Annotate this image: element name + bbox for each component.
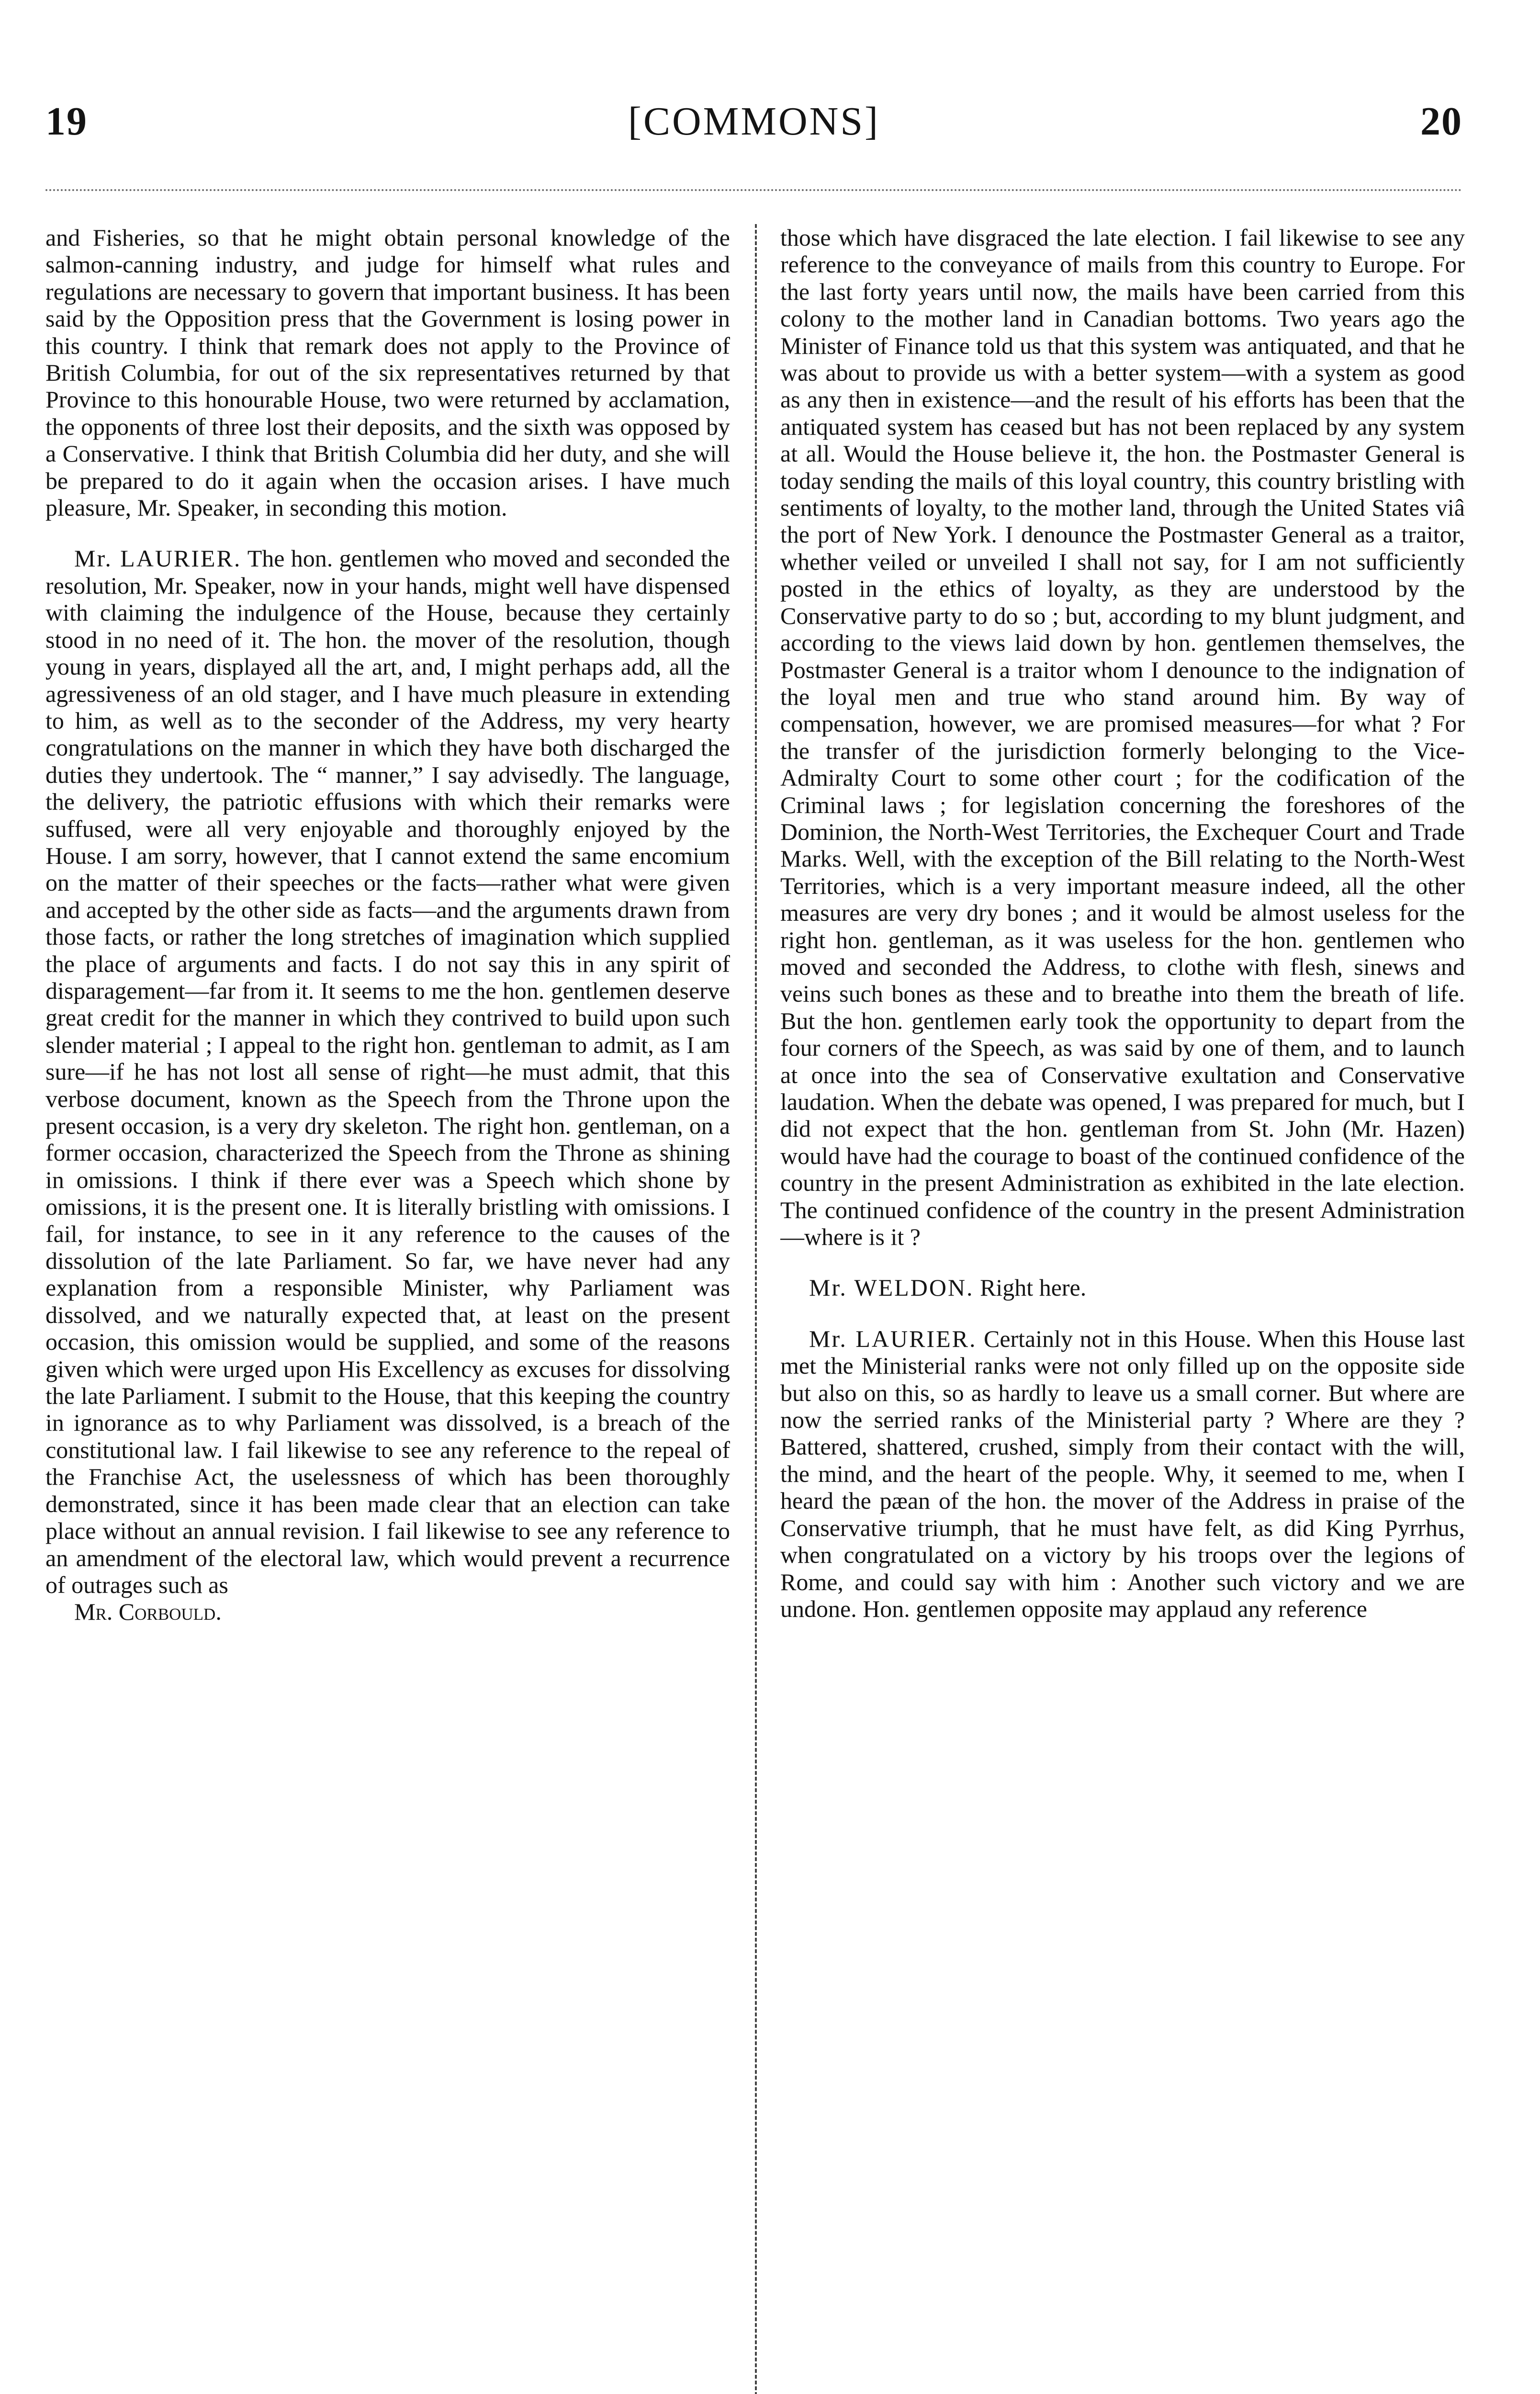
speaker-name: Mr. LAURIER. xyxy=(74,545,242,572)
page-header xyxy=(45,98,1462,156)
paragraph xyxy=(780,1325,1465,1622)
text-columns xyxy=(45,224,1465,2394)
signature-line: Mr. Corbould. xyxy=(74,1598,222,1626)
paragraph-text: The hon. gentlemen who moved and seconded the resolution, Mr. Speaker, now in your hands, might well have dispensed with claiming the indulgence of the House, because they certainly stood in no need of it. The hon. the mover of the resolution, though young in years, displayed all the art, and, I might perhaps add, all the agressiveness of an old stager, and I have much pleasure in extending to him, as well as to the seconder of the Address, my very hearty congratulations on the manner in which they have both discharged the duties they undertook. The “ manner,” I say advisedly. The language, the delivery, the patriotic effusions with which their remarks were suffused, were all very enjoyable and thoroughly enjoyed by the House. I am sorry, however, that I cannot extend the same encomium on the matter of their speeches or the facts—rather what were given and accepted by the other side as facts—and the arguments drawn from those facts, or rather the long stretches of imagination which supplied the place of arguments and facts. I do not say this in any spirit of disparagement—far from it. It seems to me the hon. gentlemen deserve great credit for the manner in which they contrived to build upon such slender material ; I appeal to the right hon. gentleman to admit, as I am sure—if he has not lost all sense of right—he must admit, that this verbose document, known as the Speech from the Throne upon the present occasion, is a very dry skeleton. The right hon. gentleman, on a former occasion, characterized the Speech from the Throne as shining in omissions. I think if there ever was a Speech which shone by omissions, it is the present one. It is literally bristling with omissions. I fail, for instance, to see in it any reference to the causes of the dissolution of the late Parliament. So far, we have never had any explanation from a responsible Minister, why Parliament was dissolved, and we naturally expected that, at least on the present occasion, this omission would be supplied, and some of the reasons given which were urged upon His Excellency as excuses for dissolving the late Parliament. I submit to the House, that this keeping the country in ignorance as to why Parliament was dissolved, is a breach of the constitutional law. I fail likewise to see any reference to the repeal of the Franchise Act, the uselessness of which has been thoroughly demonstrated, since it has been made clear that an election can take place without an annual revision. I fail likewise to see any reference to an amendment of the electoral law, which would prevent a recurrence of outrages such as xyxy=(45,545,730,1598)
running-head: [COMMONS] xyxy=(628,99,880,144)
page-number-left: 19 xyxy=(45,99,88,144)
paragraph-text: those which have disgraced the late election. I fail likewise to see any reference to the conveyance of mails from this country to Europe. For the last forty years until now, the mails have been carried from this colony to the mother land in Canadian bottoms. Two years ago the Minister of Finance told us that this system was antiquated, and that he was about to provide us with a better system—with a system as good as any then in existence—and the result of his efforts has been that the antiquated system has ceased but has not been replaced by any system at all. Would the House believe it, the hon. the Postmaster General is today sending the mails of this loyal country, this country bristling with sentiments of loyalty, to the mother land, through the United States viâ the port of New York. I denounce the Postmaster General as a traitor, whether veiled or unveiled I shall not say, for I am not sufficiently posted in the ethics of loyalty, as they are understood by the Conservative party to do so ; but, according to my blunt judgment, and according to the views laid down by hon. gentlemen themselves, the Postmaster General is a traitor whom I denounce to the indignation of the loyal men and true who stand around him. By way of compensation, however, we are promised measures—for what ? For the transfer of the jurisdiction formerly belonging to the Vice-Admiralty Court to some other court ; for the codification of the Criminal laws ; for legislation concerning the foreshores of the Dominion, the North-West Territories, the Exchequer Court and Trade Marks. Well, with the exception of the Bill relating to the North-West Territories, which is a very important measure indeed, all the other measures are very dry bones ; and it would be almost useless for the right hon. gentleman, as it was useless for the hon. gentlemen who moved and seconded the Address, to clothe with flesh, sinews and veins such bones as these and to breathe into them the breath of life. But the hon. gentlemen early took the opportunity to depart from the four corners of the Speech, as was said by one of them, and to launch at once into the sea of Conservative exultation and Conservative laudation. When the debate was opened, I was prepared for much, but I did not expect that the hon. gentleman from St. John (Mr. Hazen) would have had the courage to boast of the continued confidence of the country in the present Administration as exhibited in the late election. The continued confidence of the country in the present Administration —where is it ? xyxy=(780,224,1465,1251)
speaker-name: Mr. WELDON. xyxy=(809,1274,974,1301)
paragraph-text: Certainly not in this House. When this House last met the Ministerial ranks were not only filled up on the opposite side but also on this, so as hardly to leave us a small corner. But where are now the serried ranks of the Ministerial party ? Where are they ? Battered, shattered, crushed, simply from their contact with the will, the mind, and the heart of the people. Why, it seemed to me, when I heard the pæan of the hon. the mover of the Address in praise of the Conservative triumph, that he must have felt, as did King Pyrrhus, when congratulated on a victory by his troops over the legions of Rome, and could say with him : Another such victory and we are undone. Hon. gentlemen opposite may applaud any reference xyxy=(780,1325,1465,1622)
header-rule xyxy=(45,189,1462,191)
paragraph xyxy=(45,224,730,521)
paragraph xyxy=(780,1274,1465,1301)
paragraph xyxy=(45,545,730,1598)
paragraph xyxy=(780,224,1465,1250)
right-column xyxy=(780,224,1465,2394)
paragraph-text: and Fisheries, so that he might obtain personal knowledge of the salmon-canning industry, and judge for himself what rules and regulations are necessary to govern that important business. It has been said by the Opposition press that the Government is losing power in this country. I think that remark does not apply to the Province of British Columbia, for out of the six representatives returned by that Province to this honourable House, two were returned by acclamation, the opponents of three lost their deposits, and the sixth was opposed by a Conservative. I think that British Columbia did her duty, and she will be prepared to do it again when the occasion arises. I have much pleasure, Mr. Speaker, in seconding this motion. xyxy=(45,224,730,521)
left-column xyxy=(45,224,730,2394)
speaker-name: Mr. LAURIER. xyxy=(809,1325,977,1352)
page-number-right: 20 xyxy=(1420,99,1462,144)
column-divider xyxy=(755,224,757,2394)
paragraph-text: Right here. xyxy=(980,1274,1087,1301)
